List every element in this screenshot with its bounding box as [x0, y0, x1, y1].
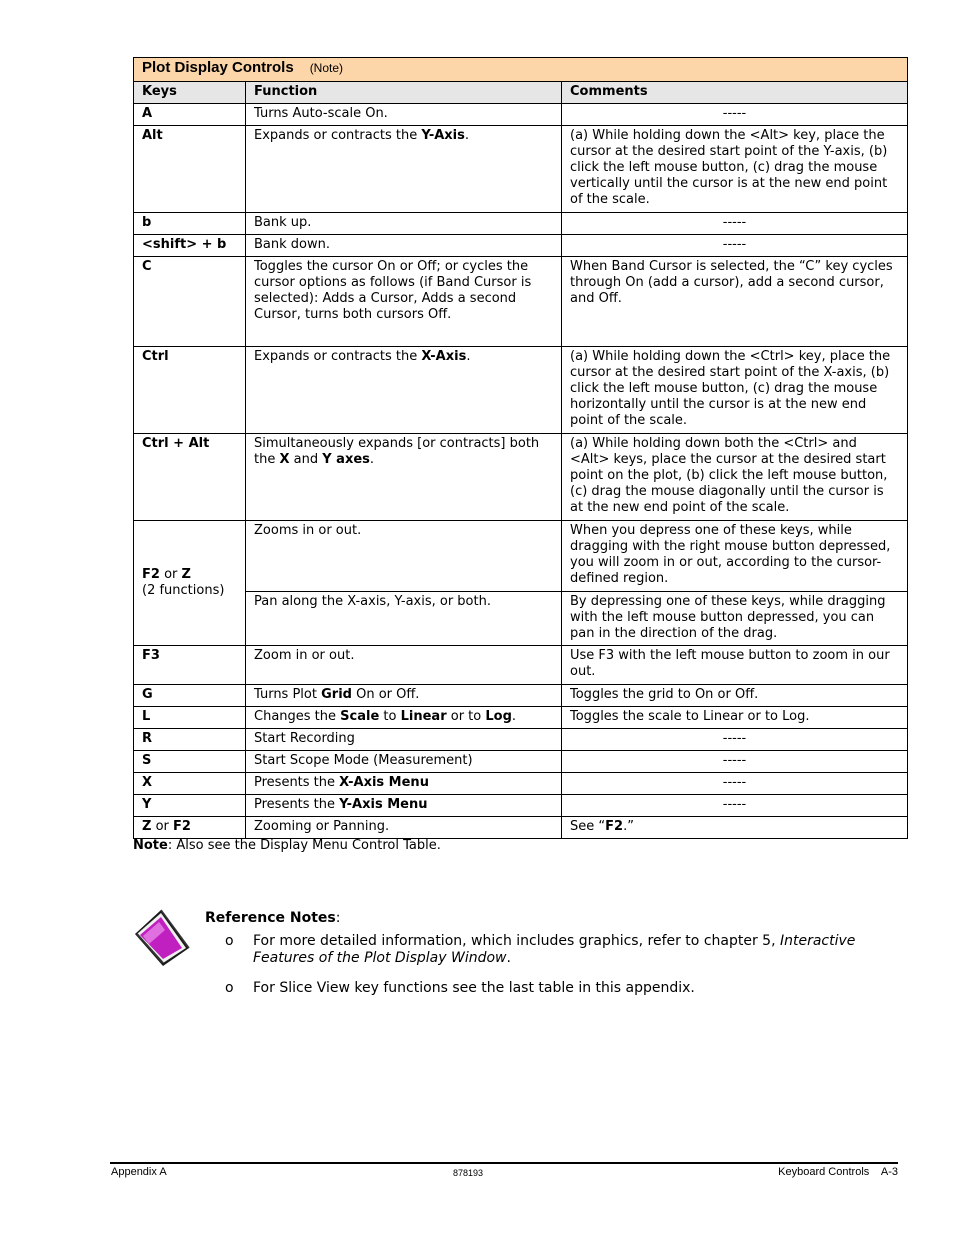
table-title-note: (Note) — [309, 61, 344, 75]
comments-cell: ----- — [562, 213, 908, 235]
key-cell: F3 — [142, 648, 160, 663]
key-cell: S — [142, 753, 152, 768]
table-row — [134, 773, 908, 795]
comments-cell: (a) While holding down the <Ctrl> key, place the cursor at the desired start point of the X-axis, (b) click the left mouse button, (c) drag the mouse horizontally until the cursor is at the new end point of the scale. — [562, 347, 908, 434]
table-row — [134, 257, 908, 347]
plot-display-controls-table — [133, 57, 908, 839]
table-title: Plot Display Controls — [142, 59, 294, 76]
comments-cell: By depressing one of these keys, while dragging with the left mouse button depressed, you can pan in the direction of the drag. — [562, 592, 908, 646]
key-cell: R — [142, 731, 153, 746]
function-cell: Turns Auto-scale On. — [246, 104, 562, 126]
book-icon — [131, 908, 191, 968]
key-cell: F2 or Z (2 functions) — [134, 521, 246, 646]
table-note: Note: Also see the Display Menu Control Table. — [133, 838, 441, 853]
table-row — [134, 104, 908, 126]
reference-notes-heading: Reference Notes: — [205, 910, 341, 926]
comments-cell: See “F2.” — [562, 817, 908, 839]
footer-right: Keyboard Controls A-3 — [778, 1166, 898, 1178]
table-header-row — [134, 82, 908, 104]
key-cell: <shift> + b — [142, 237, 227, 252]
function-cell: Presents the X-Axis Menu — [246, 773, 562, 795]
table-row — [134, 434, 908, 521]
function-cell: Expands or contracts the X-Axis. — [246, 347, 562, 434]
table-row — [134, 521, 908, 592]
key-cell: C — [142, 259, 152, 274]
function-cell: Start Scope Mode (Measurement) — [246, 751, 562, 773]
comments-cell: ----- — [562, 795, 908, 817]
bullet-1: o — [225, 933, 234, 949]
table-title-row — [134, 58, 908, 82]
key-cell: L — [142, 709, 151, 724]
header-function: Function — [246, 82, 562, 104]
table-row — [134, 347, 908, 434]
table-row — [134, 592, 908, 646]
function-cell: Bank up. — [246, 213, 562, 235]
table-row — [134, 646, 908, 685]
reference-note-1: For more detailed information, which includes graphics, refer to chapter 5, Interactive Features of the Plot Display Window. — [253, 933, 856, 966]
key-cell: Ctrl — [142, 349, 169, 364]
key-cell: Alt — [142, 128, 163, 143]
bullet-2: o — [225, 980, 234, 996]
table-row — [134, 213, 908, 235]
table-row — [134, 817, 908, 839]
key-cell: A — [142, 106, 153, 121]
function-cell: Presents the Y-Axis Menu — [246, 795, 562, 817]
comments-cell: When you depress one of these keys, while dragging with the right mouse button depressed, you will zoom in or out, according to the cursor-defined region. — [562, 521, 908, 592]
key-cell: b — [142, 215, 152, 230]
table-row — [134, 126, 908, 213]
function-cell: Zooming or Panning. — [246, 817, 562, 839]
table-row — [134, 751, 908, 773]
comments-cell: Toggles the scale to Linear or to Log. — [562, 707, 908, 729]
header-comments: Comments — [562, 82, 908, 104]
comments-cell: (a) While holding down both the <Ctrl> and <Alt> keys, place the cursor at the desired start point on the plot, (b) click the left mouse button, (c) drag the mouse diagonally until the cursor is at the new end point of the scale. — [562, 434, 908, 521]
footer-center: 878193 — [453, 1168, 484, 1178]
comments-cell: ----- — [562, 751, 908, 773]
key-cell: Y — [142, 797, 152, 812]
comments-cell: ----- — [562, 773, 908, 795]
function-cell: Changes the Scale to Linear or to Log. — [246, 707, 562, 729]
comments-cell: Use F3 with the left mouse button to zoom in our out. — [562, 646, 908, 685]
reference-note-2: For Slice View key functions see the last table in this appendix. — [253, 980, 695, 996]
function-cell: Bank down. — [246, 235, 562, 257]
key-cell: G — [142, 687, 153, 702]
key-cell: X — [142, 775, 153, 790]
function-cell: Zooms in or out. — [246, 521, 562, 592]
function-cell: Turns Plot Grid On or Off. — [246, 685, 562, 707]
comments-cell: When Band Cursor is selected, the “C” key cycles through On (add a cursor), add a second cursor, and Off. — [562, 257, 908, 347]
function-cell: Pan along the X-axis, Y-axis, or both. — [246, 592, 562, 646]
comments-cell: (a) While holding down the <Alt> key, place the cursor at the desired start point of the Y-axis, (b) click the left mouse button, (c) drag the mouse vertically until the cursor is at the new end point of the scale. — [562, 126, 908, 213]
header-keys: Keys — [134, 82, 246, 104]
footer-divider — [110, 1162, 898, 1164]
key-cell: Z or F2 — [134, 817, 246, 839]
table-row — [134, 795, 908, 817]
table-row — [134, 707, 908, 729]
footer-left: Appendix A — [111, 1166, 167, 1178]
comments-cell: Toggles the grid to On or Off. — [562, 685, 908, 707]
comments-cell: ----- — [562, 729, 908, 751]
key-cell: Ctrl + Alt — [142, 436, 210, 451]
function-cell: Zoom in or out. — [246, 646, 562, 685]
function-cell: Expands or contracts the Y-Axis. — [246, 126, 562, 213]
function-cell: Toggles the cursor On or Off; or cycles the cursor options as follows (if Band Cursor is selected): Adds a Cursor, Adds a second Cursor, turns both cursors Off. — [246, 257, 562, 347]
function-cell: Simultaneously expands [or contracts] both the X and Y axes. — [246, 434, 562, 521]
function-cell: Start Recording — [246, 729, 562, 751]
comments-cell: ----- — [562, 235, 908, 257]
table-row — [134, 729, 908, 751]
table-row — [134, 235, 908, 257]
table-row — [134, 685, 908, 707]
comments-cell: ----- — [562, 104, 908, 126]
